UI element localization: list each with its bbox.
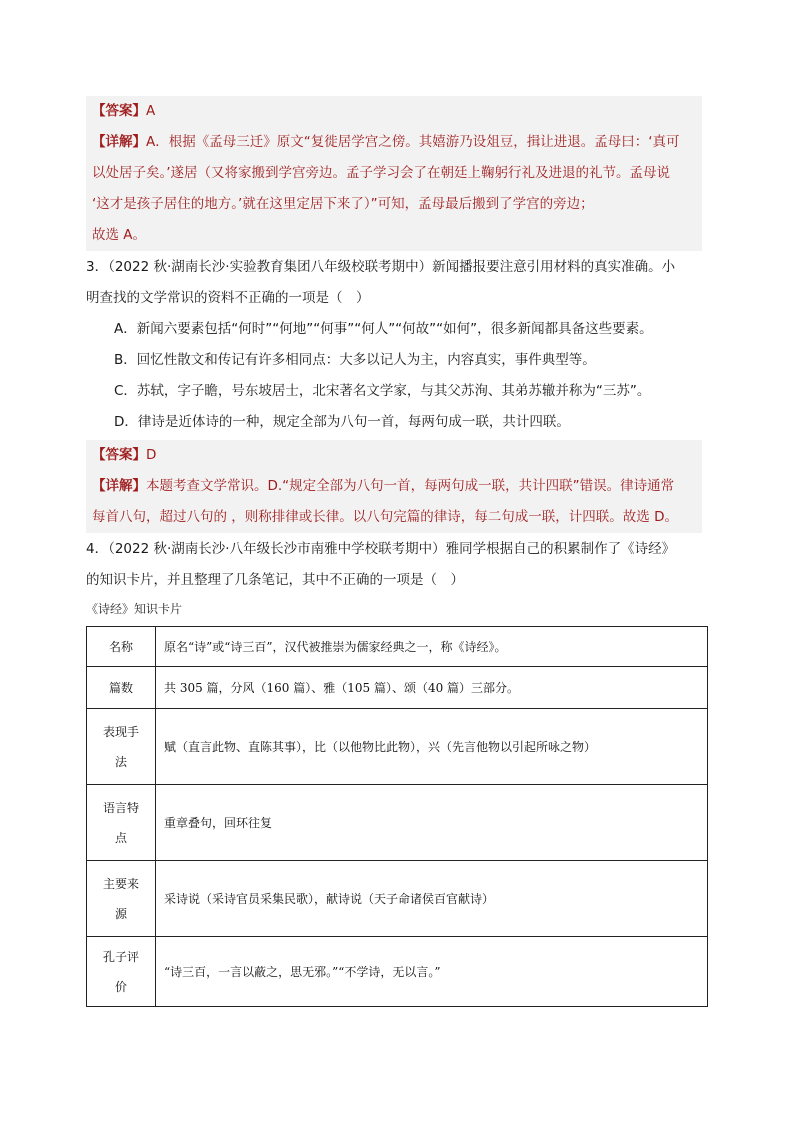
table-row xyxy=(87,861,708,937)
question-stem: 的知识卡片，并且整理了几条笔记，其中不正确的一项是（ ） xyxy=(86,572,464,588)
table-row xyxy=(87,709,708,785)
row-label: 主要来 源 xyxy=(87,861,156,937)
answer-tag: 【答案】 xyxy=(92,447,146,463)
row-label: 名称 xyxy=(87,627,156,667)
detail-line xyxy=(86,127,702,158)
detail-line xyxy=(86,471,702,502)
detail-line: ‘这才是孩子居住的地方。’就在这里定居下来了）”可知，孟母最后搬到了学宫的旁边； xyxy=(92,196,594,212)
detail-text: 本题考查文学常识。D.“规定全部为八句一首，每两句成一联，共计四联”错误。律诗通常 xyxy=(146,478,675,494)
answer-line xyxy=(86,440,702,471)
question-stem: 4．（2022 秋·湖南长沙·八年级长沙市南雅中学校联考期中）雅同学根据自己的积累制作了《诗经》 xyxy=(86,541,676,557)
answer-value: D xyxy=(146,447,157,463)
row-value: 共 305 篇，分风（160 篇）、雅（105 篇）、颂（40 篇）三部分。 xyxy=(156,667,708,709)
row-value: 采诗说（采诗官员采集民歌），献诗说（天子命诸侯百官献诗） xyxy=(156,861,708,937)
table-row xyxy=(87,937,708,1007)
detail-tag: 【详解】 xyxy=(92,478,146,494)
table-row xyxy=(87,785,708,861)
detail-text: A．根据《孟母三迁》原文“复徙居学宫之傍。其嬉游乃设俎豆，揖让进退。孟母曰：‘真可 xyxy=(146,134,680,150)
question-stem: 3．（2022 秋·湖南长沙·实验教育集团八年级校联考期中）新闻播报要注意引用材料的真实准确。小 xyxy=(86,259,676,275)
option-d: D．律诗是近体诗的一种，规定全部为八句一首，每两句成一联，共计四联。 xyxy=(114,414,570,430)
option-c: C．苏轼，字子瞻，号东坡居士，北宋著名文学家，与其父苏洵、其弟苏辙并称为“三苏”。 xyxy=(114,383,651,399)
option-a: A．新闻六要素包括“何时”“何地”“何事”“何人”“何故”“如何”，很多新闻都具备这些要素。 xyxy=(114,321,653,337)
row-value: 重章叠句，回环往复 xyxy=(156,785,708,861)
question-stem: 明查找的文学常识的资料不正确的一项是（ ） xyxy=(86,290,370,306)
detail-line: 故选 A。 xyxy=(92,227,147,243)
question-3 xyxy=(86,252,706,438)
detail-line: 每首八句，超过八句的 ，则称排律或长律。以八句完篇的律诗，每二句成一联，计四联。故选 D。 xyxy=(92,509,678,525)
answer-value: A xyxy=(146,103,156,119)
answer-tag: 【答案】 xyxy=(92,103,146,119)
answer-block-q2 xyxy=(86,96,702,251)
answer-line xyxy=(86,96,702,127)
row-value: 赋（直言此物、直陈其事），比（以他物比此物），兴（先言他物以引起所咏之物） xyxy=(156,709,708,785)
row-label: 篇数 xyxy=(87,667,156,709)
card-caption: 《诗经》知识卡片 xyxy=(86,602,183,616)
question-4 xyxy=(86,534,706,596)
row-value: “诗三百，一言以蔽之，思无邪。”“不学诗，无以言。” xyxy=(156,937,708,1007)
option-b: B．回忆性散文和传记有许多相同点：大多以记人为主，内容真实，事件典型等。 xyxy=(114,352,596,368)
knowledge-card-table xyxy=(86,626,708,1007)
row-value: 原名“诗”或“诗三百”，汉代被推崇为儒家经典之一，称《诗经》。 xyxy=(156,627,708,667)
row-label: 语言特 点 xyxy=(87,785,156,861)
detail-line: 以处居子矣。’遂居（又将家搬到学宫旁边。孟子学习会了在朝廷上鞠躬行礼及进退的礼节。孟母说 xyxy=(92,165,671,181)
answer-block-q3 xyxy=(86,440,702,533)
table-row xyxy=(87,627,708,667)
row-label: 孔子评 价 xyxy=(87,937,156,1007)
table-row xyxy=(87,667,708,709)
detail-tag: 【详解】 xyxy=(92,134,146,150)
row-label: 表现手 法 xyxy=(87,709,156,785)
